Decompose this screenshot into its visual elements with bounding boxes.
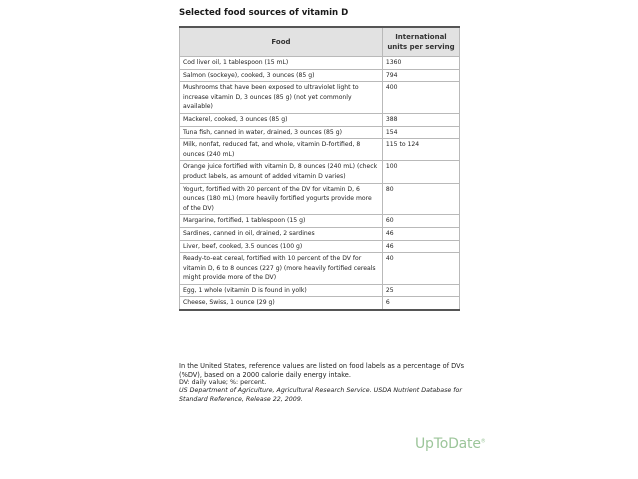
food-cell: Cheese, Swiss, 1 ounce (29 g): [180, 297, 383, 310]
iu-cell: 25: [382, 284, 459, 297]
note-abbreviations: DV: daily value; %: percent.: [179, 379, 267, 387]
iu-cell: 46: [382, 227, 459, 240]
column-header-iu-line2: units per serving: [387, 43, 455, 51]
table-row: [180, 69, 460, 82]
food-cell: Liver, beef, cooked, 3.5 ounces (100 g): [180, 240, 383, 253]
iu-cell: 40: [382, 253, 459, 285]
food-cell: Egg, 1 whole (vitamin D is found in yolk): [180, 284, 383, 297]
uptodate-logo: [415, 436, 486, 452]
table-row: [180, 183, 460, 215]
food-cell: Margarine, fortified, 1 tablespoon (15 g): [180, 215, 383, 228]
iu-cell: 794: [382, 69, 459, 82]
iu-cell: 115 to 124: [382, 139, 459, 161]
table-row: [180, 139, 460, 161]
table-row: [180, 161, 460, 183]
food-cell: Mushrooms that have been exposed to ultraviolet light to increase vitamin D, 3 ounces (85 g) (not yet commonly available): [180, 82, 383, 114]
iu-cell: 100: [382, 161, 459, 183]
table-row: [180, 82, 460, 114]
table-row: [180, 284, 460, 297]
food-cell: Sardines, canned in oil, drained, 2 sardines: [180, 227, 383, 240]
column-header-iu-line1: International: [395, 33, 447, 41]
food-cell: Tuna fish, canned in water, drained, 3 ounces (85 g): [180, 126, 383, 139]
note-reference-values: In the United States, reference values are listed on food labels as a percentage of DVs (%DV), based on a 2000 calorie daily energy intake.: [179, 362, 465, 379]
column-header-food: Food: [180, 27, 383, 57]
table-row: [180, 126, 460, 139]
food-cell: Milk, nonfat, reduced fat, and whole, vitamin D-fortified, 8 ounces (240 mL): [180, 139, 383, 161]
iu-cell: 46: [382, 240, 459, 253]
page-title: Selected food sources of vitamin D: [179, 8, 349, 18]
column-header-iu: [382, 27, 459, 57]
iu-cell: 388: [382, 113, 459, 126]
table-row: [180, 57, 460, 70]
food-cell: Salmon (sockeye), cooked, 3 ounces (85 g): [180, 69, 383, 82]
iu-cell: 154: [382, 126, 459, 139]
vitamin-d-table: [179, 26, 460, 311]
food-cell: Ready-to-eat cereal, fortified with 10 percent of the DV for vitamin D, 6 to 8 ounces (227 g) (more heavily fortified cereals might provide more of the DV): [180, 253, 383, 285]
table-body: [180, 57, 460, 311]
iu-cell: 80: [382, 183, 459, 215]
iu-cell: 1360: [382, 57, 459, 70]
food-cell: Orange juice fortified with vitamin D, 8 ounces (240 mL) (check product labels, as amount of added vitamin D varies): [180, 161, 383, 183]
table-row: [180, 240, 460, 253]
food-cell: Cod liver oil, 1 tablespoon (15 mL): [180, 57, 383, 70]
table-row: [180, 227, 460, 240]
table-row: [180, 297, 460, 310]
logo-text: UpToDate: [415, 436, 481, 452]
iu-cell: 400: [382, 82, 459, 114]
iu-cell: 60: [382, 215, 459, 228]
food-cell: Mackerel, cooked, 3 ounces (85 g): [180, 113, 383, 126]
food-cell: Yogurt, fortified with 20 percent of the DV for vitamin D, 6 ounces (180 mL) (more heavily fortified yogurts provide more of the DV): [180, 183, 383, 215]
table-header-row: [180, 27, 460, 57]
note-source: US Department of Agriculture, Agricultural Research Service. USDA Nutrient Database for Standard Reference, Release 22, 2009.: [179, 387, 462, 403]
iu-cell: 6: [382, 297, 459, 310]
logo-mark: ®: [480, 438, 486, 445]
table-row: [180, 113, 460, 126]
table-notes: [179, 362, 479, 404]
table-row: [180, 253, 460, 285]
table-row: [180, 215, 460, 228]
